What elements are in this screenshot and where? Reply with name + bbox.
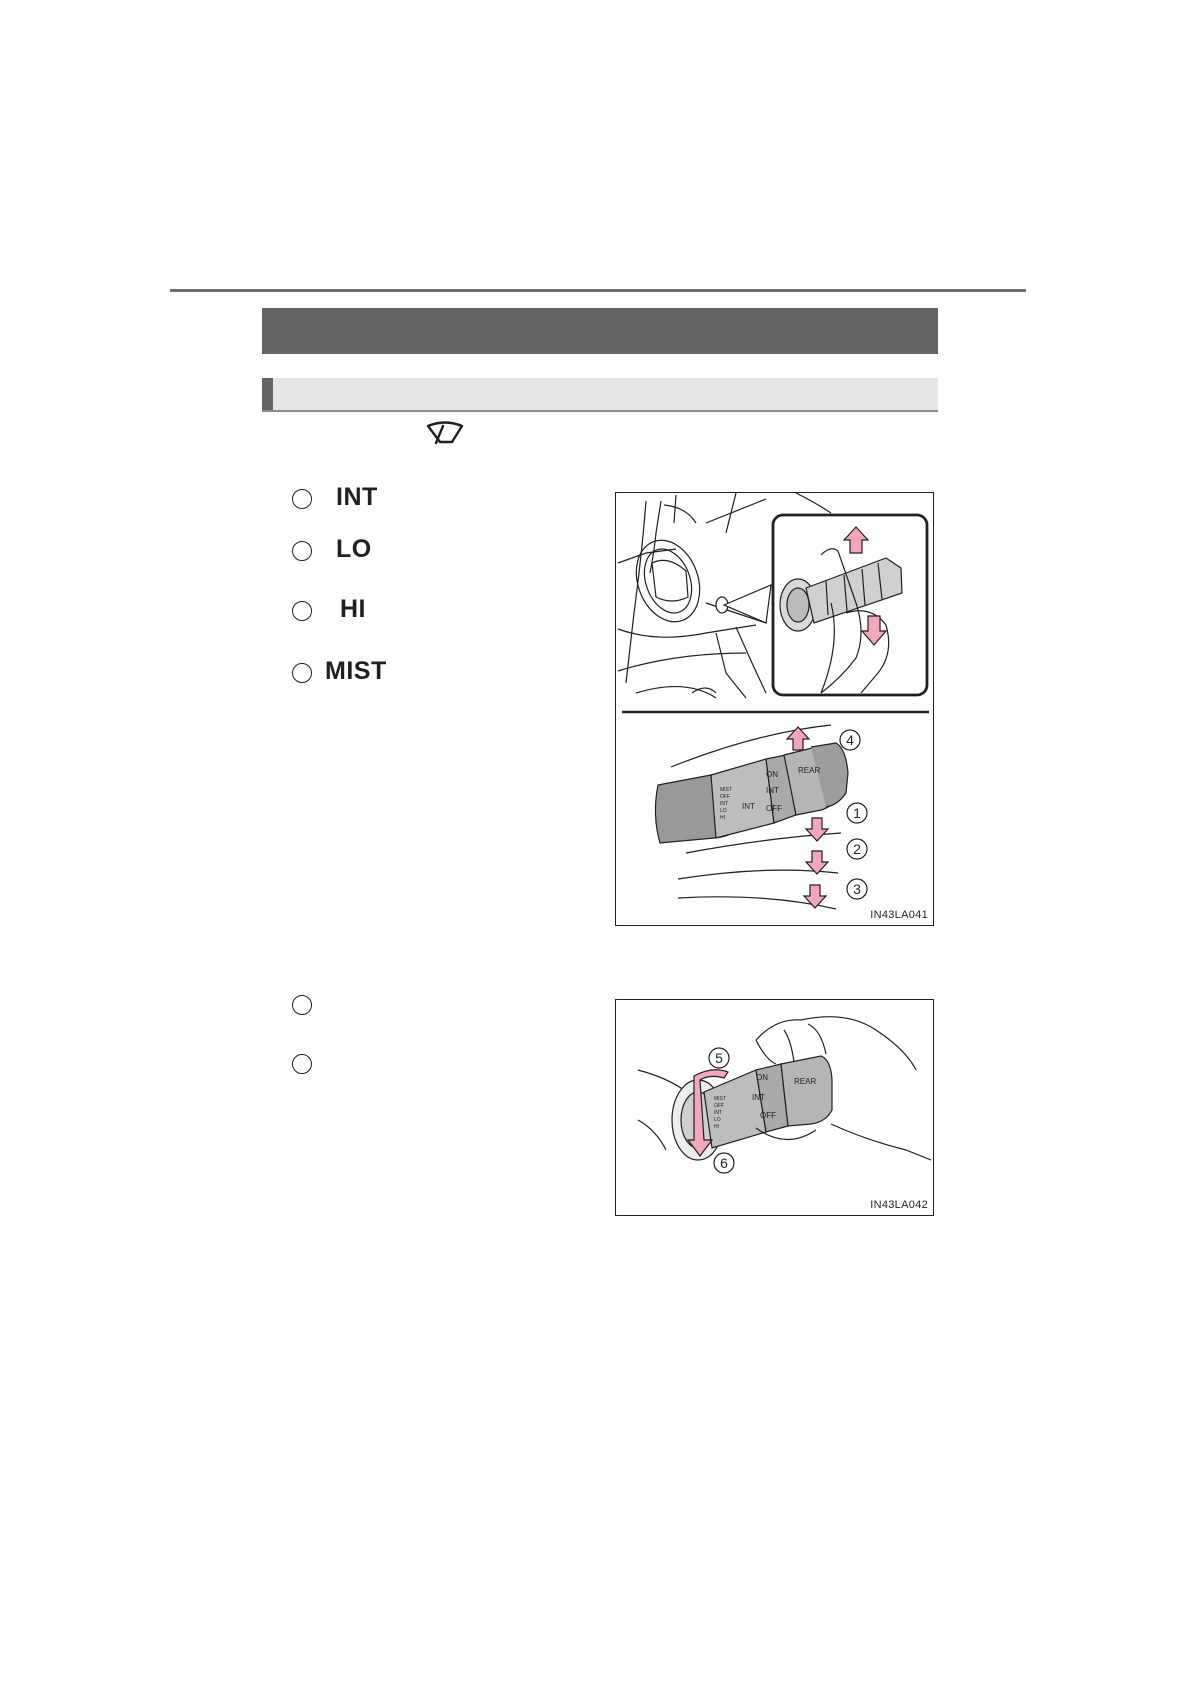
subsection-tab (262, 378, 273, 410)
figure-wiper-lever-operation (615, 492, 934, 926)
step-circle (292, 541, 312, 561)
label-rear: REAR (794, 1077, 817, 1086)
scale-mist: MIST (714, 1096, 726, 1102)
scale-hi: HI (720, 815, 725, 821)
section-title-bar (262, 308, 938, 354)
scale-mist: MIST (720, 787, 732, 793)
callout-6: 6 (720, 1155, 728, 1171)
lever-drawing (655, 725, 848, 909)
mode-label: INT (336, 483, 378, 511)
mode-label: HI (340, 595, 366, 623)
subsection-title-bar (262, 378, 938, 412)
rear-switch-drawing (638, 1017, 931, 1160)
mode-label: MIST (325, 657, 387, 685)
label-rear: REAR (798, 766, 821, 775)
mode-label: LO (336, 535, 372, 563)
label-off: OFF (760, 1111, 776, 1120)
arrow-down-icon (804, 885, 826, 908)
figure-code: IN43LA042 (870, 1199, 928, 1211)
step-circle (292, 601, 312, 621)
scale-hi: HI (714, 1124, 719, 1130)
top-rule (170, 289, 1026, 292)
step-circle (292, 1054, 312, 1074)
figure-1-illustration (616, 493, 934, 926)
arrow-down-icon (806, 818, 828, 841)
scale-lo: LO (720, 808, 727, 814)
figure-rear-wiper-rotation (615, 999, 934, 1216)
wiper-icon (424, 417, 466, 447)
figure-code: IN43LA041 (870, 909, 928, 921)
label-int: INT (766, 786, 779, 795)
figure-2-illustration (616, 1000, 934, 1216)
step-circle (292, 489, 312, 509)
scale-int: INT (714, 1110, 723, 1116)
label-on: ON (766, 770, 778, 779)
label-int2: INT (742, 802, 755, 811)
callout-1: 1 (853, 805, 861, 821)
step-circle (292, 663, 312, 683)
callout-2: 2 (853, 841, 861, 857)
label-int: INT (752, 1093, 765, 1102)
scale-lo: LO (714, 1117, 721, 1123)
scale-off: OFF (714, 1103, 724, 1109)
scale-off: OFF (720, 794, 730, 800)
callout-5: 5 (715, 1050, 723, 1066)
callout-4: 4 (846, 732, 854, 748)
scale-int: INT (720, 801, 729, 807)
step-circle (292, 995, 312, 1015)
arrow-up-icon (787, 727, 809, 750)
label-on: ON (756, 1073, 768, 1082)
callout-3: 3 (853, 881, 861, 897)
label-off: OFF (766, 804, 782, 813)
